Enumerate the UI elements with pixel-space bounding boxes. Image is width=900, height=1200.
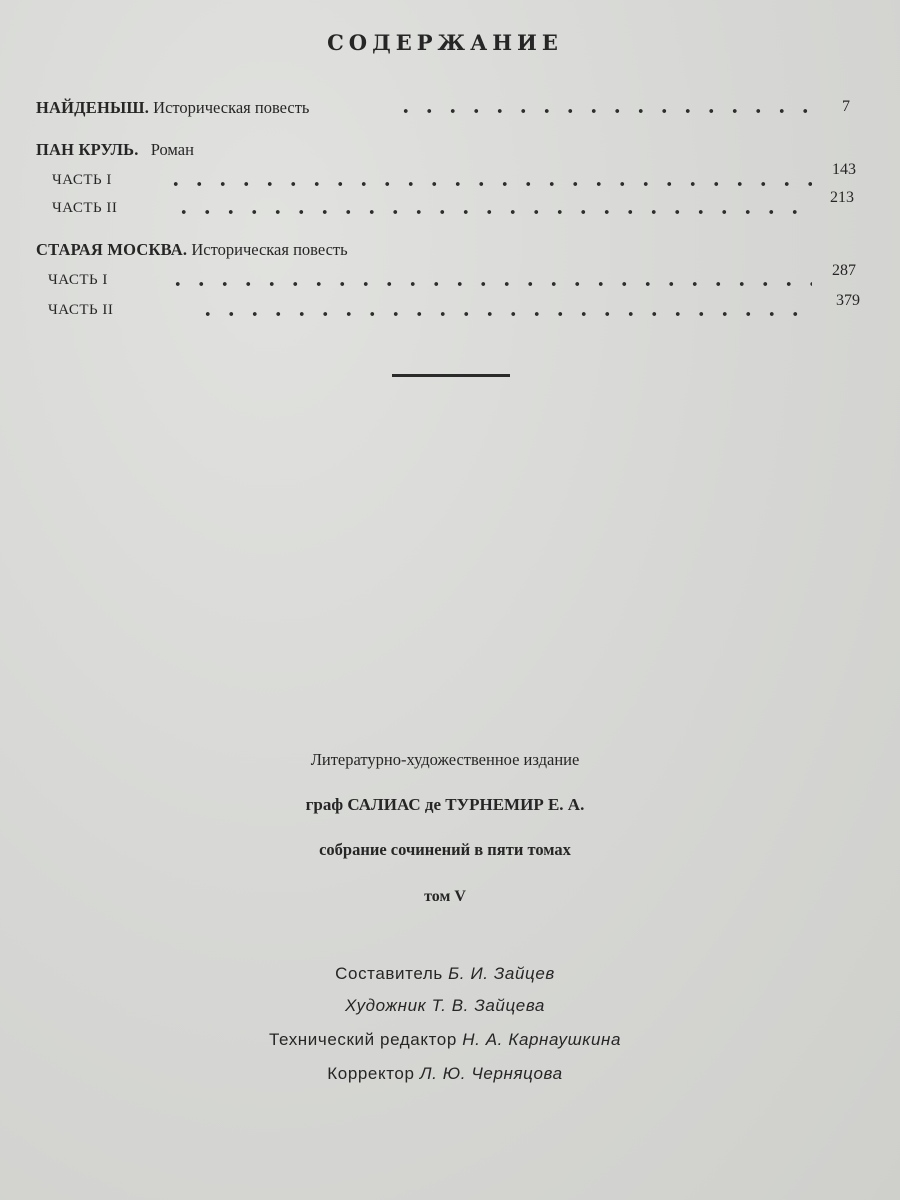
- part-label: ЧАСТЬ II: [52, 200, 118, 216]
- volume-number: том V: [424, 888, 466, 905]
- contents-title: СОДЕРЖАНИЕ: [327, 30, 563, 55]
- toc-entry: [0, 240, 900, 266]
- part-label: ЧАСТЬ II: [48, 302, 114, 318]
- credit-line: [0, 996, 890, 1016]
- credit-role: Художник: [345, 996, 427, 1015]
- toc-entry-heading: [36, 140, 194, 160]
- credit-line: [0, 1064, 890, 1084]
- work-genre: Роман: [150, 140, 194, 159]
- credit-name: Л. Ю. Черняцова: [419, 1064, 563, 1083]
- page-number: 7: [842, 98, 850, 115]
- credit-line: [0, 964, 890, 984]
- toc-part-row: [0, 161, 900, 198]
- credit-role: Технический редактор: [268, 1030, 457, 1049]
- leader-dots: [196, 311, 812, 317]
- part-label: ЧАСТЬ I: [52, 172, 112, 188]
- author-name: граф САЛИАС де ТУРНЕМИР Е. А.: [305, 795, 585, 814]
- credit-line: [0, 1030, 890, 1050]
- credit-role: Составитель: [335, 964, 443, 983]
- toc-entry-heading: [36, 240, 348, 260]
- leader-dots: [166, 281, 812, 287]
- leader-dots: [164, 181, 812, 187]
- toc-entry: [0, 140, 900, 166]
- toc-entry: [0, 98, 900, 124]
- page-number: 287: [832, 262, 856, 279]
- toc-part-row: [0, 262, 900, 298]
- work-genre: Историческая повесть: [153, 98, 310, 117]
- part-label: ЧАСТЬ I: [48, 272, 108, 288]
- credit-name: Н. А. Карнаушкина: [462, 1030, 622, 1049]
- page-number: 143: [832, 161, 856, 178]
- toc-entry-heading: [36, 98, 309, 118]
- edition-type: Литературно-художественное издание: [310, 750, 580, 769]
- credit-name: Т. В. Зайцева: [431, 996, 545, 1015]
- credit-role: Корректор: [327, 1064, 415, 1083]
- series-title: собрание сочинений в пяти томах: [319, 840, 571, 859]
- leader-dots: [172, 209, 812, 215]
- work-title: НАЙДЕНЫШ.: [36, 98, 150, 117]
- work-genre: Историческая повесть: [191, 240, 348, 259]
- work-title: ПАН КРУЛЬ.: [36, 140, 139, 159]
- toc-part-row: [0, 189, 900, 226]
- toc-part-row: [0, 292, 900, 328]
- leader-dots: [394, 108, 812, 114]
- separator-rule: [392, 374, 510, 377]
- work-title: СТАРАЯ МОСКВА.: [36, 240, 188, 259]
- credit-name: Б. И. Зайцев: [448, 964, 555, 983]
- page-number: 379: [836, 292, 860, 309]
- page-number: 213: [830, 189, 854, 206]
